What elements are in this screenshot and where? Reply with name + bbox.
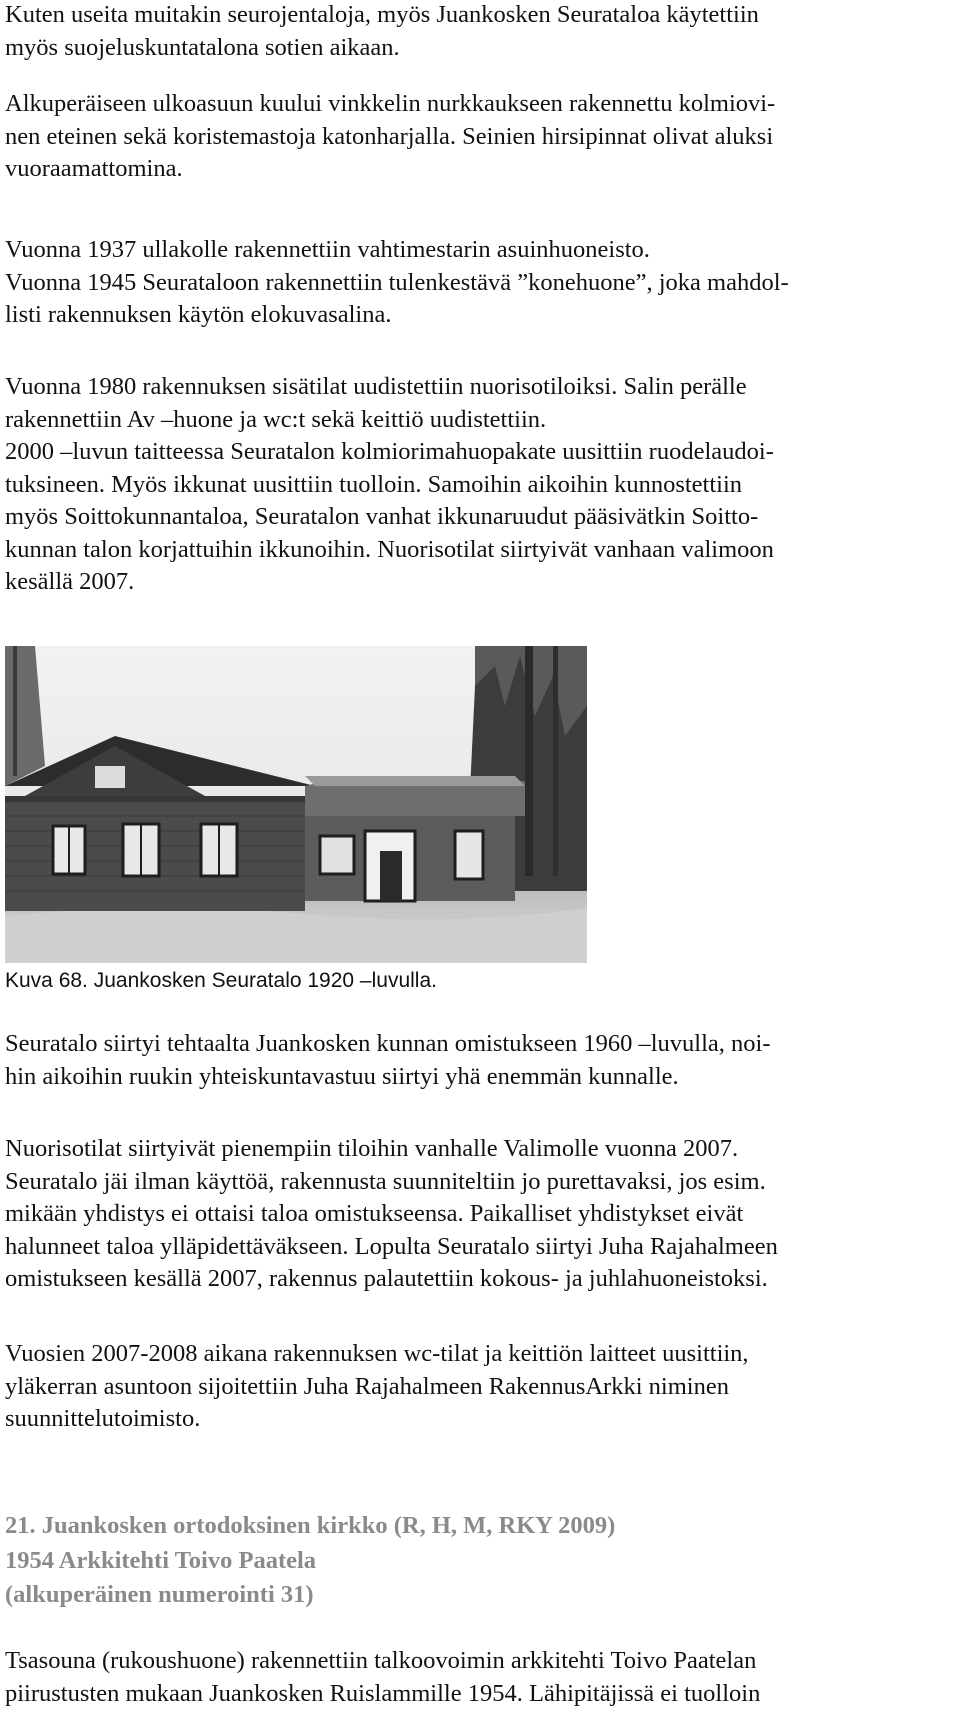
seuratalo-photo-illustration [5,646,587,963]
text-line: Alkuperäiseen ulkoasuun kuului vinkkelin nurkkaukseen rakennettu kolmiovi- [5,90,776,117]
paragraph-2007-2008-renovation [5,1338,955,1436]
photo-caption: Kuva 68. Juankosken Seuratalo 1920 –luvulla. [5,969,437,992]
text-line: tuksineen. Myös ikkunat uusittiin tuolloin. Samoihin aikoihin kunnostettiin [5,470,743,498]
section-architect: 1954 Arkkitehti Toivo Paatela [5,1546,317,1574]
paragraph-1937-1945 [5,234,955,332]
text-line: vuoraamattomina. [5,155,183,182]
text-line: Vuonna 1945 Seurataloon rakennettiin tulenkestävä ”konehuone”, joka mahdol- [5,268,789,296]
text-line: Vuonna 1980 rakennuksen sisätilat uudistettiin nuorisotiloiksi. Salin perälle [5,373,747,400]
text-line: myös suojeluskuntatalona sotien aikaan. [5,33,400,61]
text-line: Kuten useita muitakin seurojentaloja, myös Juankosken Seurataloa käytettiin [5,1,759,28]
text-line: listi rakennuksen käytön elokuvasalina. [5,301,392,328]
text-line: kesällä 2007. [5,568,135,595]
paragraph-1960-ownership [5,1028,955,1093]
section-heading [5,1509,615,1613]
text-line: Seuratalo jäi ilman käyttöä, rakennusta suunniteltiin jo purettavaksi, jos esim. [5,1167,766,1195]
paragraph-tsasouna [5,1645,955,1710]
text-line: suunnittelutoimisto. [5,1405,201,1432]
section-original-number: (alkuperäinen numerointi 31) [5,1581,314,1608]
paragraph-suojeluskunta [5,0,955,64]
text-line: 2000 –luvun taitteessa Seuratalon kolmiorimahuopakate uusittiin ruodelaudoi- [5,438,774,465]
text-line: rakennettiin Av –huone ja wc:t sekä keittiö uudistettiin. [5,405,547,433]
text-line: myös Soittokunnantaloa, Seuratalon vanhat ikkunaruudut pääsivätkin Soitto- [5,503,759,530]
text-line: Nuorisotilat siirtyivät pienempiin tiloihin vanhalle Valimolle vuonna 2007. [5,1135,739,1162]
text-line: piirustusten mukaan Juankosken Ruislammille 1954. Lähipitäjissä ei tuolloin [5,1679,761,1707]
text-line: Vuosien 2007-2008 aikana rakennuksen wc-tilat ja keittiön laitteet uusittiin, [5,1340,749,1367]
text-line: mikään yhdistys ei ottaisi taloa omistukseensa. Paikalliset yhdistykset eivät [5,1200,744,1227]
paragraph-original-exterior [5,88,955,186]
section-title: 21. Juankosken ortodoksinen kirkko (R, H, M, RKY 2009) [5,1512,616,1539]
text-line: nen eteinen sekä koristemastoja katonharjalla. Seinien hirsipinnat olivat aluksi [5,122,774,150]
text-line: Tsasouna (rukoushuone) rakennettiin talkoovoimin arkkitehti Toivo Paatelan [5,1647,757,1674]
paragraph-2007-rajahalme [5,1133,955,1296]
text-line: kunnan talon korjattuihin ikkunoihin. Nuorisotilat siirtyivät vanhaan valimoon [5,535,774,563]
text-line: Seuratalo siirtyi tehtaalta Juankosken kunnan omistukseen 1960 –luvulla, noi- [5,1030,771,1057]
text-line: Vuonna 1937 ullakolle rakennettiin vahtimestarin asuinhuoneisto. [5,236,650,263]
text-line: yläkerran asuntoon sijoitettiin Juha Rajahalmeen RakennusArkki niminen [5,1372,729,1400]
paragraph-1980-2007 [5,371,955,599]
text-line: omistukseen kesällä 2007, rakennus palautettiin kokous- ja juhlahuoneistoksi. [5,1265,768,1292]
text-line: halunneet taloa ylläpidettäväkseen. Lopulta Seuratalo siirtyi Juha Rajahalmeen [5,1232,778,1260]
text-line: hin aikoihin ruukin yhteiskuntavastuu siirtyi yhä enemmän kunnalle. [5,1062,679,1090]
seuratalo-photo [5,646,587,963]
